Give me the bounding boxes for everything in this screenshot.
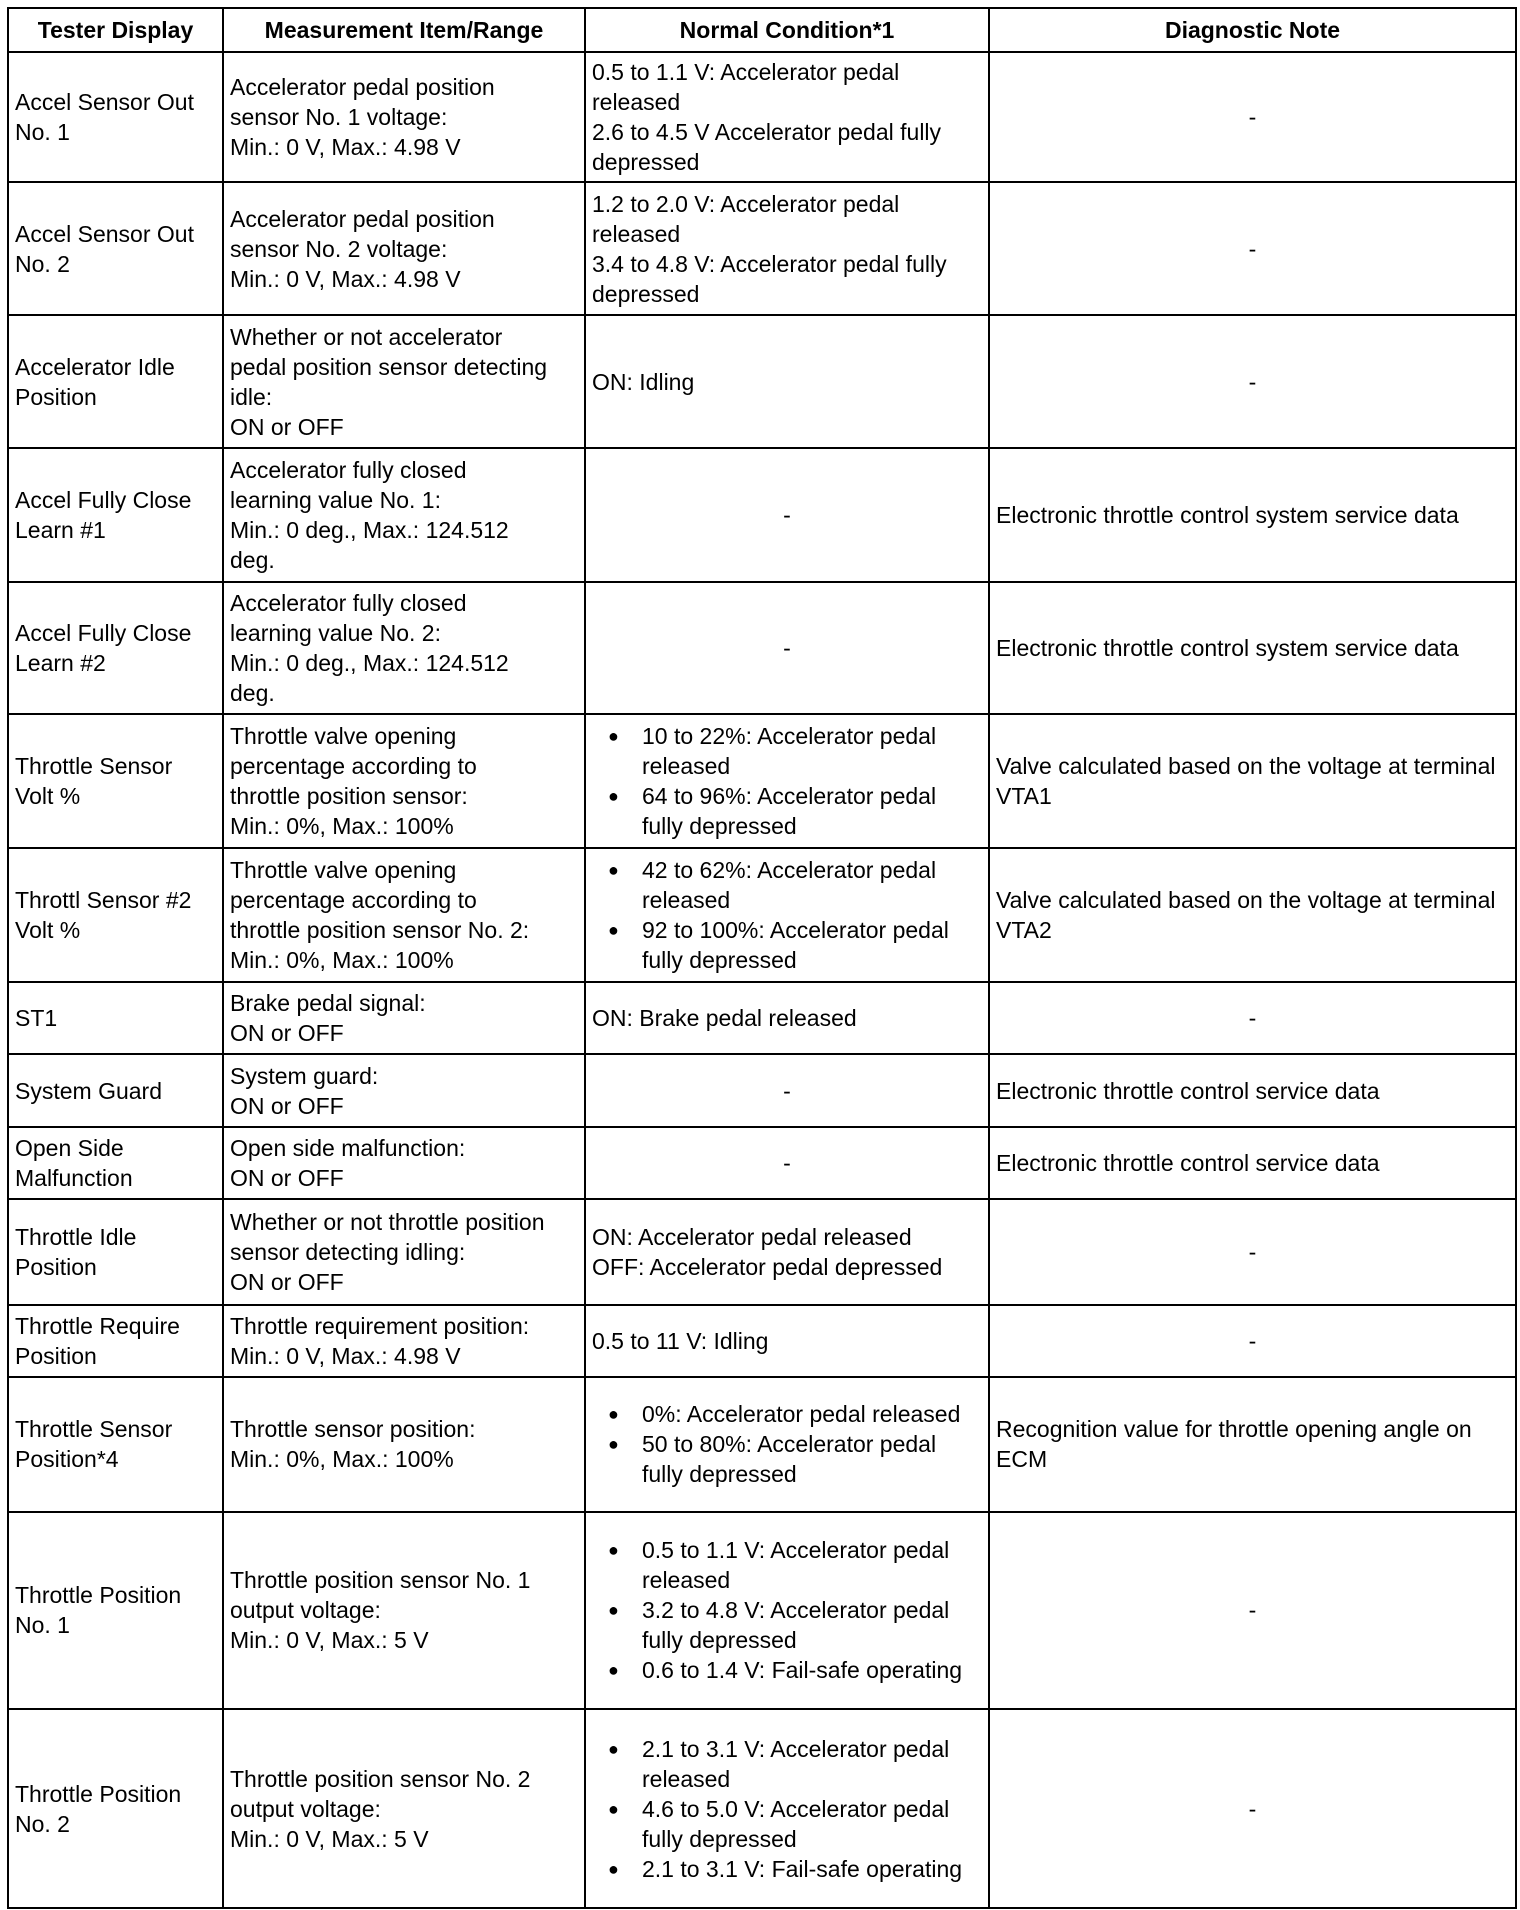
measurement-item-cell: [223, 582, 585, 714]
measurement-item-cell: [223, 1127, 585, 1198]
header-row: [8, 8, 1516, 52]
normal-condition-cell: [585, 848, 989, 982]
tester-display-cell: [8, 982, 223, 1054]
measurement-item-cell-line: Min.: 0%, Max.: 100%: [230, 812, 454, 839]
tester-display-cell-line: Volt %: [15, 916, 81, 943]
measurement-item-cell-line: Min.: 0 deg., Max.: 124.512: [230, 649, 509, 676]
measurement-item-cell: [223, 1709, 585, 1908]
normal-condition-cell-line: depressed: [592, 280, 700, 307]
tester-display-cell-line: Accel Fully Close: [15, 486, 192, 513]
measurement-item-cell-line: Throttle position sensor No. 2: [230, 1765, 531, 1792]
measurement-item-cell-line: Throttle position sensor No. 1: [230, 1567, 531, 1594]
normal-condition-cell-line: OFF: Accelerator pedal depressed: [592, 1253, 943, 1280]
condition-bullet-item: ● 10 to 22%: Accelerator pedal released: [592, 721, 982, 781]
measurement-item-cell-line: Accelerator fully closed: [230, 589, 467, 616]
measurement-item-cell-line: Accelerator pedal position: [230, 74, 495, 101]
tester-display-cell-line: Throttle Position: [15, 1780, 182, 1807]
normal-condition-cell: [585, 182, 989, 314]
measurement-item-cell-line: idle:: [230, 383, 273, 410]
condition-bullet-list: [592, 1399, 982, 1489]
measurement-item-cell: [223, 1512, 585, 1710]
tester-display-cell-line: Volt %: [15, 782, 81, 809]
tester-display-cell-line: No. 1: [15, 119, 70, 146]
tester-display-cell-line: Throttle Position: [15, 1582, 182, 1609]
normal-condition-cell: [585, 1512, 989, 1710]
tester-display-cell-line: Accel Fully Close: [15, 619, 192, 646]
tester-display-cell-line: No. 2: [15, 250, 70, 277]
measurement-item-cell-line: pedal position sensor detecting: [230, 353, 548, 380]
normal-condition-cell-line: 2.6 to 4.5 V Accelerator pedal fully: [592, 119, 942, 146]
measurement-item-cell-line: learning value No. 2:: [230, 619, 441, 646]
diagnostic-note-cell: Valve calculated based on the voltage at terminal VTA2: [989, 848, 1516, 982]
tester-display-cell: [8, 1127, 223, 1198]
normal-condition-cell-line: ON: Idling: [592, 368, 695, 395]
measurement-item-cell-line: Accelerator pedal position: [230, 205, 495, 232]
data-list-table: [7, 7, 1517, 1909]
normal-condition-cell: -: [585, 1054, 989, 1127]
table-row: [8, 982, 1516, 1054]
header-normal-condition: Normal Condition*1: [585, 8, 989, 52]
condition-bullet-item: ● 50 to 80%: Accelerator pedal fully depressed: [592, 1429, 982, 1489]
measurement-item-cell-line: Min.: 0 V, Max.: 4.98 V: [230, 265, 461, 292]
measurement-item-cell: [223, 52, 585, 182]
measurement-item-cell: [223, 1377, 585, 1511]
tester-display-cell: [8, 1199, 223, 1305]
tester-display-cell: [8, 1512, 223, 1710]
condition-bullet-item: ● 92 to 100%: Accelerator pedal fully depressed: [592, 915, 982, 975]
normal-condition-cell-line: 3.4 to 4.8 V: Accelerator pedal fully: [592, 250, 947, 277]
table-row: [8, 182, 1516, 314]
table-row: [8, 1054, 1516, 1127]
condition-bullet-item: ● 2.1 to 3.1 V: Accelerator pedal released: [592, 1734, 982, 1794]
tester-display-cell: [8, 315, 223, 448]
measurement-item-cell-line: Min.: 0 V, Max.: 5 V: [230, 1825, 429, 1852]
measurement-item-cell-line: output voltage:: [230, 1597, 381, 1624]
tester-display-cell: [8, 182, 223, 314]
normal-condition-cell: -: [585, 1127, 989, 1198]
measurement-item-cell-line: ON or OFF: [230, 1165, 344, 1191]
normal-condition-cell-line: 1.2 to 2.0 V: Accelerator pedal: [592, 190, 900, 217]
measurement-item-cell-line: Throttle sensor position:: [230, 1416, 476, 1443]
table-row: [8, 1199, 1516, 1305]
tester-display-cell-line: Position*4: [15, 1446, 119, 1473]
table-row: [8, 848, 1516, 982]
measurement-item-cell-line: sensor No. 1 voltage:: [230, 104, 448, 131]
normal-condition-cell: [585, 1709, 989, 1908]
diagnostic-note-cell: -: [989, 315, 1516, 448]
normal-condition-cell: -: [585, 448, 989, 581]
tester-display-cell-line: Open Side: [15, 1135, 124, 1161]
measurement-item-cell-line: Throttle valve opening: [230, 856, 457, 883]
normal-condition-cell: [585, 982, 989, 1054]
condition-bullet-item: ● 2.1 to 3.1 V: Fail-safe operating: [592, 1854, 982, 1884]
measurement-item-cell-line: sensor detecting idling:: [230, 1238, 466, 1265]
normal-condition-cell-line: ON: Brake pedal released: [592, 1005, 857, 1032]
measurement-item-cell-line: ON or OFF: [230, 1020, 344, 1047]
condition-bullet-item: ● 4.6 to 5.0 V: Accelerator pedal fully depressed: [592, 1794, 982, 1854]
tester-display-cell-line: Malfunction: [15, 1165, 133, 1191]
table-row: [8, 1305, 1516, 1377]
tester-display-cell-line: No. 2: [15, 1810, 70, 1837]
tester-display-cell-line: Learn #1: [15, 516, 106, 543]
diagnostic-note-cell: Electronic throttle control service data: [989, 1054, 1516, 1127]
tester-display-cell-line: Throttle Sensor: [15, 752, 173, 779]
tester-display-cell-line: No. 1: [15, 1612, 70, 1639]
condition-bullet-item: ● 3.2 to 4.8 V: Accelerator pedal fully depressed: [592, 1595, 982, 1655]
measurement-item-cell-line: percentage according to: [230, 752, 477, 779]
tester-display-cell-line: ST1: [15, 1005, 58, 1032]
table-row: [8, 448, 1516, 581]
condition-bullet-list: [592, 1535, 982, 1685]
measurement-item-cell-line: deg.: [230, 546, 275, 573]
tester-display-cell: [8, 848, 223, 982]
normal-condition-cell: [585, 1305, 989, 1377]
measurement-item-cell-line: Accelerator fully closed: [230, 456, 467, 483]
measurement-item-cell-line: throttle position sensor:: [230, 782, 468, 809]
diagnostic-note-cell: -: [989, 52, 1516, 182]
condition-bullet-item: ● 42 to 62%: Accelerator pedal released: [592, 855, 982, 915]
condition-bullet-item: ● 64 to 96%: Accelerator pedal fully depressed: [592, 781, 982, 841]
measurement-item-cell: [223, 315, 585, 448]
tester-display-cell-line: Accel Sensor Out: [15, 220, 194, 247]
measurement-item-cell-line: System guard:: [230, 1062, 379, 1089]
tester-display-cell: [8, 1709, 223, 1908]
condition-bullet-item: ● 0.5 to 1.1 V: Accelerator pedal released: [592, 1535, 982, 1595]
measurement-item-cell-line: Min.: 0 V, Max.: 4.98 V: [230, 134, 461, 161]
table-row: [8, 52, 1516, 182]
tester-display-cell-line: Throttle Idle: [15, 1223, 137, 1250]
measurement-item-cell: [223, 714, 585, 847]
measurement-item-cell-line: Min.: 0%, Max.: 100%: [230, 1446, 454, 1473]
tester-display-cell: [8, 1377, 223, 1511]
normal-condition-cell-line: depressed: [592, 149, 700, 176]
normal-condition-cell: [585, 714, 989, 847]
tester-display-cell-line: Learn #2: [15, 649, 106, 676]
measurement-item-cell-line: percentage according to: [230, 886, 477, 913]
measurement-item-cell-line: throttle position sensor No. 2:: [230, 916, 530, 943]
condition-bullet-list: [592, 721, 982, 841]
measurement-item-cell-line: ON or OFF: [230, 1268, 344, 1295]
tester-display-cell-line: Accelerator Idle: [15, 353, 175, 380]
table-row: [8, 1512, 1516, 1710]
tester-display-cell-line: System Guard: [15, 1077, 162, 1104]
tester-display-cell-line: Position: [15, 1343, 97, 1370]
diagnostic-note-cell: -: [989, 1709, 1516, 1908]
tester-display-cell: [8, 1054, 223, 1127]
tester-display-cell-line: Accel Sensor Out: [15, 89, 194, 116]
measurement-item-cell: [223, 1054, 585, 1127]
diagnostic-note-cell: Valve calculated based on the voltage at terminal VTA1: [989, 714, 1516, 847]
measurement-item-cell: [223, 982, 585, 1054]
normal-condition-cell-line: released: [592, 220, 681, 247]
header-tester-display: Tester Display: [8, 8, 223, 52]
measurement-item-cell-line: ON or OFF: [230, 413, 344, 440]
normal-condition-cell: [585, 1199, 989, 1305]
measurement-item-cell-line: learning value No. 1:: [230, 486, 441, 513]
normal-condition-cell: [585, 315, 989, 448]
table-row: [8, 582, 1516, 714]
measurement-item-cell-line: Min.: 0 V, Max.: 4.98 V: [230, 1343, 461, 1370]
tester-display-cell-line: Throttle Require: [15, 1313, 180, 1340]
table-row: [8, 714, 1516, 847]
tester-display-cell: [8, 52, 223, 182]
normal-condition-cell: -: [585, 582, 989, 714]
measurement-item-cell-line: Min.: 0%, Max.: 100%: [230, 946, 454, 973]
normal-condition-cell-line: 0.5 to 1.1 V: Accelerator pedal: [592, 59, 900, 86]
diagnostic-note-cell: Recognition value for throttle opening angle on ECM: [989, 1377, 1516, 1511]
diagnostic-note-cell: Electronic throttle control system service data: [989, 448, 1516, 581]
condition-bullet-item: ● 0%: Accelerator pedal released: [592, 1399, 982, 1429]
measurement-item-cell-line: Throttle requirement position:: [230, 1313, 530, 1340]
measurement-item-cell: [223, 848, 585, 982]
measurement-item-cell: [223, 182, 585, 314]
diagnostic-note-cell: Electronic throttle control service data: [989, 1127, 1516, 1198]
normal-condition-cell-line: 0.5 to 11 V: Idling: [592, 1328, 769, 1355]
tester-display-cell: [8, 582, 223, 714]
tester-display-cell: [8, 448, 223, 581]
measurement-item-cell-line: output voltage:: [230, 1795, 381, 1822]
measurement-item-cell-line: Open side malfunction:: [230, 1135, 466, 1161]
measurement-item-cell-line: Whether or not accelerator: [230, 323, 503, 350]
measurement-item-cell: [223, 448, 585, 581]
diagnostic-note-cell: Electronic throttle control system service data: [989, 582, 1516, 714]
normal-condition-cell-line: ON: Accelerator pedal released: [592, 1223, 912, 1250]
tester-display-cell-line: Throttle Sensor: [15, 1416, 173, 1443]
measurement-item-cell-line: sensor No. 2 voltage:: [230, 235, 448, 262]
tester-display-cell: [8, 1305, 223, 1377]
header-measurement-item: Measurement Item/Range: [223, 8, 585, 52]
table-row: [8, 315, 1516, 448]
condition-bullet-item: ● 0.6 to 1.4 V: Fail-safe operating: [592, 1655, 982, 1685]
measurement-item-cell-line: Brake pedal signal:: [230, 990, 426, 1017]
header-diagnostic-note: Diagnostic Note: [989, 8, 1516, 52]
tester-display-cell-line: Position: [15, 1253, 97, 1280]
table-row: [8, 1127, 1516, 1198]
diagnostic-note-cell: -: [989, 182, 1516, 314]
measurement-item-cell-line: Throttle valve opening: [230, 722, 457, 749]
diagnostic-note-cell: -: [989, 982, 1516, 1054]
normal-condition-cell: [585, 1377, 989, 1511]
measurement-item-cell-line: Whether or not throttle position: [230, 1208, 545, 1235]
condition-bullet-list: [592, 855, 982, 975]
measurement-item-cell-line: ON or OFF: [230, 1092, 344, 1119]
diagnostic-note-cell: -: [989, 1199, 1516, 1305]
condition-bullet-list: [592, 1734, 982, 1884]
measurement-item-cell: [223, 1305, 585, 1377]
measurement-item-cell: [223, 1199, 585, 1305]
diagnostic-note-cell: -: [989, 1512, 1516, 1710]
measurement-item-cell-line: deg.: [230, 679, 275, 706]
normal-condition-cell-line: released: [592, 89, 681, 116]
measurement-item-cell-line: Min.: 0 V, Max.: 5 V: [230, 1627, 429, 1654]
tester-display-cell-line: Throttl Sensor #2: [15, 886, 192, 913]
diagnostic-note-cell: -: [989, 1305, 1516, 1377]
tester-display-cell-line: Position: [15, 383, 97, 410]
measurement-item-cell-line: Min.: 0 deg., Max.: 124.512: [230, 516, 509, 543]
table-row: [8, 1709, 1516, 1908]
table-row: [8, 1377, 1516, 1511]
normal-condition-cell: [585, 52, 989, 182]
tester-display-cell: [8, 714, 223, 847]
